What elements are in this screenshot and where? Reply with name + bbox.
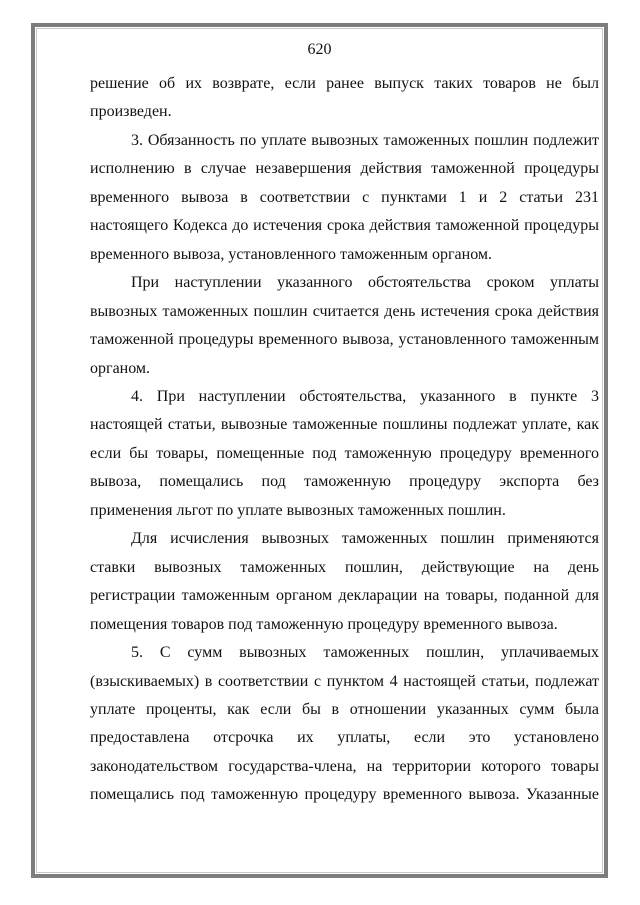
paragraph-clause-5: 5. С сумм вывозных таможенных пошлин, уплачиваемых (взыскиваемых) в соответствии с пунктом 4 настоящей статьи, подлежат уплате проценты, как если бы в отношении указанных сумм была предоставлена отсрочка их уплаты, если это установлено законодательством государства-члена, на территории которого товары помещались под таможенную процедуру временного вывоза. Указанные bbox=[90, 644, 599, 804]
paragraph-clause-4: 4. При наступлении обстоятельства, указанного в пункте 3 настоящей статьи, вывозные таможенные пошлины подлежат уплате, как если бы товары, помещенные под таможенную процедуру временного вывоза, помещались под таможенную процедуру экспорта без применения льгот по уплате вывозных таможенных пошлин. bbox=[90, 387, 599, 519]
paragraph-deadline: При наступлении указанного обстоятельства сроком уплаты вывозных таможенных пошлин считается день истечения срока действия таможенной процедуры временного вывоза, установленного таможенным органом. bbox=[90, 274, 599, 377]
page-frame bbox=[31, 23, 608, 878]
page-number: 620 bbox=[307, 41, 332, 58]
paragraph-clause-3: 3. Обязанность по уплате вывозных таможенных пошлин подлежит исполнению в случае незавершения действия таможенной процедуры временного вывоза в соответствии с пунктами 1 и 2 статьи 231 настоящего Кодекса до истечения срока действия таможенной процедуры временного вывоза, установленного таможенным органом. bbox=[90, 131, 599, 263]
document-body bbox=[90, 70, 599, 810]
paragraph-rates: Для исчисления вывозных таможенных пошлин применяются ставки вывозных таможенных пошлин, действующие на день регистрации таможенным органом декларации на товары, поданной для помещения товаров под таможенную процедуру временного вывоза. bbox=[90, 530, 599, 633]
paragraph-continuation: решение об их возврате, если ранее выпуск таких товаров не был произведен. bbox=[90, 75, 599, 121]
